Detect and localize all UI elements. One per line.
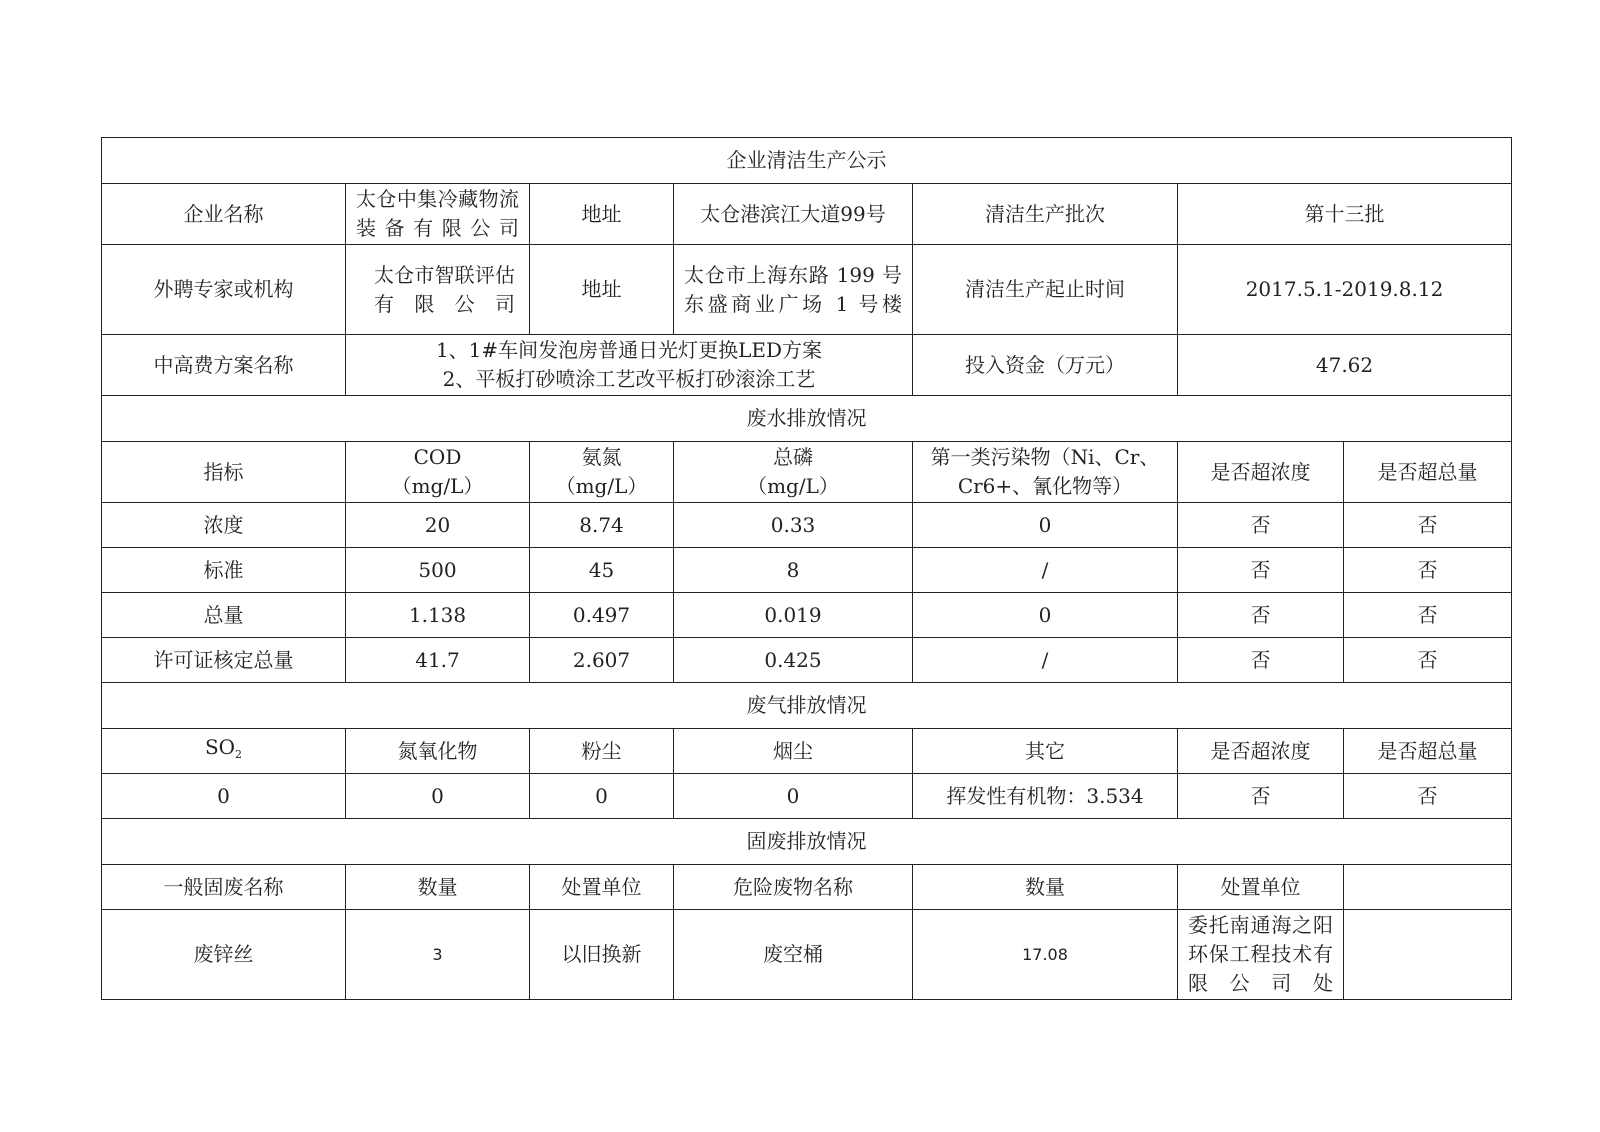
over-total-value: 否 (1344, 503, 1512, 548)
general-waste-name-value: 废锌丝 (102, 910, 346, 1000)
ammonia-header-unit: （mg/L） (555, 474, 648, 498)
table-row (102, 910, 1512, 1000)
ammonia-value: 0.497 (530, 593, 674, 638)
phosphorus-value: 0.019 (674, 593, 913, 638)
batch-label: 清洁生产批次 (913, 184, 1178, 245)
dust-value: 0 (530, 774, 674, 819)
enterprise-address-value: 太仓港滨江大道99号 (674, 184, 913, 245)
plan-item: 1、1#车间发泡房普通日光灯更换LED方案 (435, 338, 823, 362)
general-disposal-unit-value: 以旧换新 (530, 910, 674, 1000)
indicator-header: 指标 (102, 442, 346, 503)
class1-value: / (913, 548, 1178, 593)
exhaust-section-title: 废气排放情况 (102, 683, 1512, 729)
expert-value: 太仓市智联评估有限公司 (346, 245, 530, 335)
wastewater-section-title: 废水排放情况 (102, 396, 1512, 442)
enterprise-name-value: 太仓中集冷藏物流装备有限公司 (346, 184, 530, 245)
general-disposal-unit-header: 处置单位 (530, 865, 674, 910)
exhaust-over-total-value: 否 (1344, 774, 1512, 819)
cod-value: 41.7 (346, 638, 530, 683)
empty-cell (1344, 865, 1512, 910)
over-total-value: 否 (1344, 638, 1512, 683)
hazardous-quantity-header: 数量 (913, 865, 1178, 910)
smoke-value: 0 (674, 774, 913, 819)
so2-header-subscript: 2 (235, 748, 243, 761)
row-label: 许可证核定总量 (102, 638, 346, 683)
table-row (102, 638, 1512, 683)
cod-value: 1.138 (346, 593, 530, 638)
row-label: 标准 (102, 548, 346, 593)
general-waste-name-header: 一般固废名称 (102, 865, 346, 910)
phosphorus-value: 8 (674, 548, 913, 593)
over-concentration-value: 否 (1178, 548, 1344, 593)
table-row (102, 503, 1512, 548)
hazardous-waste-name-header: 危险废物名称 (674, 865, 913, 910)
so2-header (102, 729, 346, 774)
general-quantity-header: 数量 (346, 865, 530, 910)
cod-value: 20 (346, 503, 530, 548)
phosphorus-header-unit: （mg/L） (747, 474, 839, 498)
plan-names (346, 335, 913, 396)
ammonia-value: 2.607 (530, 638, 674, 683)
over-concentration-value: 否 (1178, 638, 1344, 683)
plan-item: 2、平板打砂喷涂工艺改平板打砂滚涂工艺 (442, 367, 816, 391)
class1-value: 0 (913, 503, 1178, 548)
solid-waste-section-title: 固废排放情况 (102, 819, 1512, 865)
phosphorus-value: 0.33 (674, 503, 913, 548)
ammonia-value: 8.74 (530, 503, 674, 548)
phosphorus-header (674, 442, 913, 503)
class1-pollutant-header: 第一类污染物（Ni、Cr、Cr6+、氰化物等） (913, 442, 1178, 503)
row-label: 浓度 (102, 503, 346, 548)
clean-production-disclosure-table (101, 137, 1512, 1000)
hazardous-waste-name-value: 废空桶 (674, 910, 913, 1000)
over-concentration-header: 是否超浓度 (1178, 442, 1344, 503)
nox-header: 氮氧化物 (346, 729, 530, 774)
over-total-header: 是否超总量 (1344, 442, 1512, 503)
cod-header-unit: （mg/L） (391, 474, 484, 498)
other-header: 其它 (913, 729, 1178, 774)
table-row (102, 774, 1512, 819)
batch-value: 第十三批 (1178, 184, 1512, 245)
hazardous-quantity-value: 17.08 (913, 910, 1178, 1000)
exhaust-over-concentration-value: 否 (1178, 774, 1344, 819)
row-label: 总量 (102, 593, 346, 638)
general-quantity-value: 3 (346, 910, 530, 1000)
table-row (102, 548, 1512, 593)
ammonia-header (530, 442, 674, 503)
enterprise-name-label: 企业名称 (102, 184, 346, 245)
class1-value: 0 (913, 593, 1178, 638)
other-value: 挥发性有机物：3.534 (913, 774, 1178, 819)
enterprise-address-label: 地址 (530, 184, 674, 245)
empty-cell (1344, 910, 1512, 1000)
so2-value: 0 (102, 774, 346, 819)
over-concentration-value: 否 (1178, 593, 1344, 638)
exhaust-over-total-header: 是否超总量 (1344, 729, 1512, 774)
so2-header-label: SO (204, 735, 236, 759)
ammonia-header-label: 氨氮 (581, 445, 622, 469)
expert-address-label: 地址 (530, 245, 674, 335)
dust-header: 粉尘 (530, 729, 674, 774)
class1-value: / (913, 638, 1178, 683)
expert-address-value: 太仓市上海东路 199 号东盛商业广场 1 号楼 (674, 245, 913, 335)
cod-value: 500 (346, 548, 530, 593)
investment-value: 47.62 (1178, 335, 1512, 396)
table-row (102, 593, 1512, 638)
investment-label: 投入资金（万元） (913, 335, 1178, 396)
period-value: 2017.5.1-2019.8.12 (1178, 245, 1512, 335)
phosphorus-value: 0.425 (674, 638, 913, 683)
over-total-value: 否 (1344, 593, 1512, 638)
over-concentration-value: 否 (1178, 503, 1344, 548)
nox-value: 0 (346, 774, 530, 819)
phosphorus-header-label: 总磷 (773, 445, 813, 469)
hazardous-disposal-unit-header: 处置单位 (1178, 865, 1344, 910)
hazardous-disposal-unit-value: 委托南通海之阳环保工程技术有限公司处 (1178, 910, 1344, 1000)
exhaust-over-concentration-header: 是否超浓度 (1178, 729, 1344, 774)
expert-label: 外聘专家或机构 (102, 245, 346, 335)
ammonia-value: 45 (530, 548, 674, 593)
plan-label: 中高费方案名称 (102, 335, 346, 396)
smoke-header: 烟尘 (674, 729, 913, 774)
cod-header (346, 442, 530, 503)
table-title: 企业清洁生产公示 (102, 138, 1512, 184)
period-label: 清洁生产起止时间 (913, 245, 1178, 335)
over-total-value: 否 (1344, 548, 1512, 593)
cod-header-label: COD (413, 445, 462, 469)
